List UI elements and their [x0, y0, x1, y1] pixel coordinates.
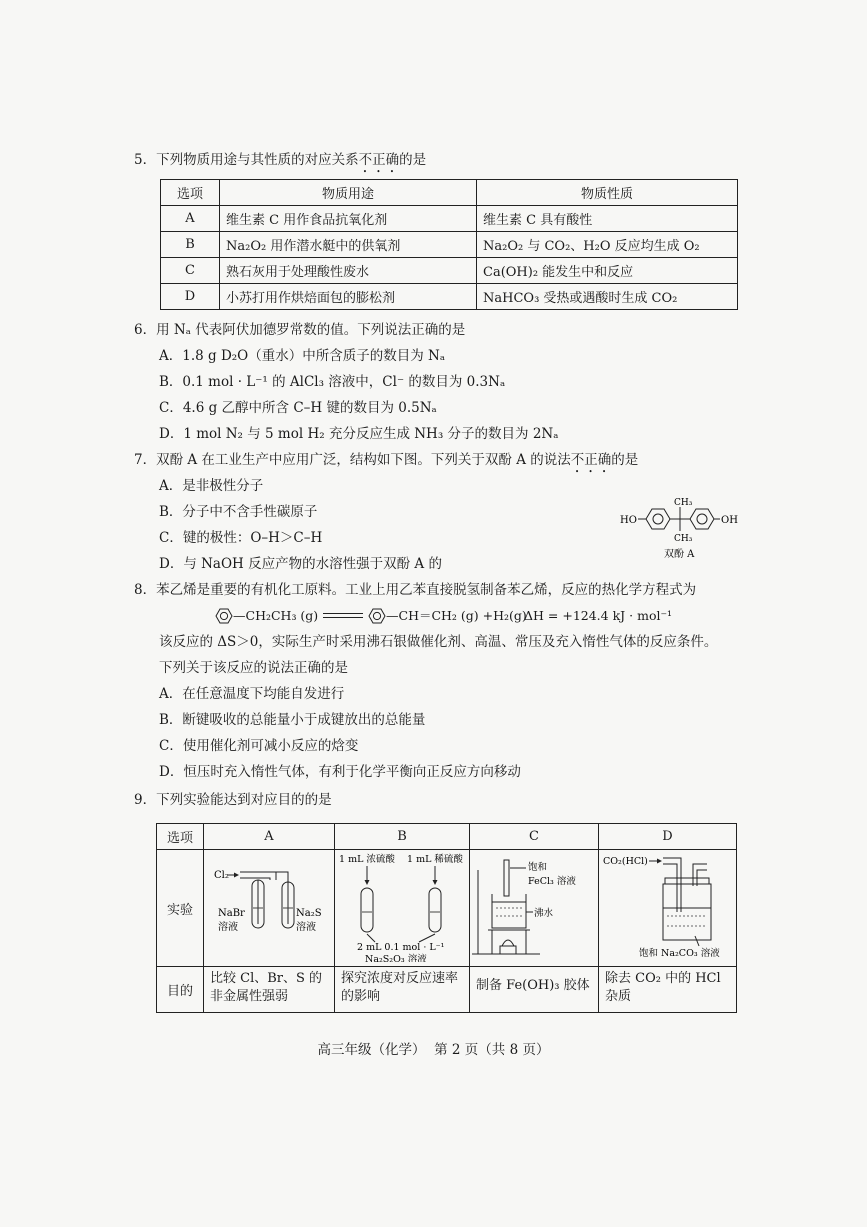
- fecl3-label: FeCl₃ 溶液: [528, 876, 576, 887]
- q5-stem: [134, 150, 426, 176]
- q8-stem: 8．苯乙烯是重要的有机化工原料。工业上用乙苯直接脱氢制备苯乙烯，反应的热化学方程式为: [134, 582, 697, 598]
- q8-option-d: D．恒压时充入惰性气体，有利于化学平衡向正反应方向移动: [159, 764, 521, 780]
- table-cell: 探究浓度对反应速率的影响: [335, 967, 470, 1013]
- nabr-solution-label: 溶液: [218, 922, 238, 933]
- cl2-label: Cl₂: [214, 870, 229, 881]
- table-header: A: [204, 824, 335, 850]
- q7-stem: [134, 450, 638, 476]
- figure-caption: 双酚 A: [664, 549, 695, 560]
- q8-enthalpy: ΔH = +124.4 kJ · mol⁻¹: [524, 608, 673, 623]
- q5-table: [160, 179, 738, 310]
- q7-option-d: D．与 NaOH 反应产物的水溶性强于双酚 A 的: [159, 556, 442, 572]
- q6-option-a: A．1.8 g D₂O（重水）中所含质子的数目为 Nₐ: [159, 348, 446, 364]
- table-cell: D: [161, 284, 220, 310]
- nabr-label: NaBr: [218, 908, 245, 919]
- table-cell: 目的: [157, 967, 204, 1013]
- table-header: B: [335, 824, 470, 850]
- q7-option-c: C．键的极性：O–H＞C–H: [159, 530, 323, 546]
- table-cell: 熟石灰用于处理酸性废水: [220, 258, 477, 284]
- q8-question-text: 下列关于该反应的说法正确的是: [159, 660, 348, 676]
- table-cell: 维生素 C 用作食品抗氧化剂: [220, 206, 477, 232]
- na2s-solution-label: 溶液: [296, 922, 316, 933]
- ch3-bottom-label: CH₃: [674, 534, 693, 544]
- table-header-row: [161, 180, 738, 206]
- table-cell: Na₂O₂ 与 CO₂、H₂O 反应均生成 O₂: [477, 232, 738, 258]
- ch3-top-label: CH₃: [674, 498, 693, 508]
- co2-hcl-label: CO₂(HCl): [603, 856, 648, 867]
- bisphenol-a-structure: [618, 493, 743, 565]
- table-row: [161, 206, 738, 232]
- table-cell: 除去 CO₂ 中的 HCl 杂质: [599, 967, 737, 1013]
- q5-stem-text: 5．下列物质用途与其性质的对应关系: [134, 152, 359, 168]
- q8-option-b: B．断键吸收的总能量小于成键放出的总能量: [159, 712, 426, 728]
- q9-table: [156, 823, 737, 1013]
- dilute-sulfuric-label: 1 mL 稀硫酸: [407, 854, 463, 865]
- table-cell: 小苏打用作烘焙面包的膨松剂: [220, 284, 477, 310]
- table-header: 选项: [157, 824, 204, 850]
- table-header: 物质性质: [477, 180, 738, 206]
- q9-stem: 9．下列实验能达到对应目的的是: [134, 792, 332, 808]
- table-header: D: [599, 824, 737, 850]
- thiosulfate-label: Na₂S₂O₃ 溶液: [365, 954, 427, 962]
- table-cell: 维生素 C 具有酸性: [477, 206, 738, 232]
- q6-stem: 6．用 Nₐ 代表阿伏加德罗常数的值。下列说法正确的是: [134, 322, 466, 338]
- boiling-water-label: 沸水: [534, 908, 554, 919]
- concentration-label: 2 mL 0.1 mol · L⁻¹: [357, 942, 445, 953]
- apparatus-b-diagram: [335, 850, 469, 962]
- table-header: C: [470, 824, 599, 850]
- apparatus-c-diagram: [470, 850, 598, 962]
- table-cell: 比较 Cl、Br、S 的非金属性强弱: [204, 967, 335, 1013]
- table-cell: 实验: [157, 850, 204, 967]
- saturated-label: 饱和: [528, 862, 548, 873]
- table-cell: 制备 Fe(OH)₃ 胶体: [470, 967, 599, 1013]
- table-cell: A: [161, 206, 220, 232]
- q8-equation-right: —CH＝CH₂ (g) +H₂(g): [386, 608, 527, 623]
- q8-equation-left: —CH₂CH₃ (g): [233, 608, 319, 623]
- apparatus-a-diagram: [204, 850, 334, 962]
- q6-option-b: B．0.1 mol · L⁻¹ 的 AlCl₃ 溶液中，Cl⁻ 的数目为 0.3Nₐ: [159, 374, 506, 390]
- table-cell: [470, 850, 599, 967]
- table-row: [157, 850, 737, 967]
- ho-label: HO: [620, 515, 637, 526]
- table-row: [157, 967, 737, 1013]
- q7-option-b: B．分子中不含手性碳原子: [159, 504, 318, 520]
- table-cell: Ca(OH)₂ 能发生中和反应: [477, 258, 738, 284]
- q7-stem-text: 7．双酚 A 在工业生产中应用广泛，结构如下图。下列关于双酚 A 的说法: [134, 452, 571, 468]
- q7-stem-emphasis: 不正确: [570, 452, 612, 468]
- table-header: 选项: [161, 180, 220, 206]
- table-cell: B: [161, 232, 220, 258]
- q6-option-c: C．4.6 g 乙醇中所含 C–H 键的数目为 0.5Nₐ: [159, 400, 437, 416]
- page-footer: 高三年级（化学） 第 2 页（共 8 页）: [317, 1042, 550, 1058]
- table-cell: NaHCO₃ 受热或遇酸时生成 CO₂: [477, 284, 738, 310]
- q7-stem-tail: 的是: [611, 452, 639, 468]
- table-cell: [599, 850, 737, 967]
- table-cell: [204, 850, 335, 967]
- q7-option-a: A．是非极性分子: [159, 478, 264, 494]
- na2co3-label: 饱和 Na₂CO₃ 溶液: [639, 948, 720, 959]
- benzene-ring-icon: [368, 608, 386, 624]
- apparatus-d-diagram: [599, 850, 731, 962]
- equilibrium-arrow-icon: [323, 613, 363, 618]
- table-row: [161, 284, 738, 310]
- q8-option-c: C．使用催化剂可减小反应的焓变: [159, 738, 359, 754]
- table-header-row: [157, 824, 737, 850]
- q5-stem-emphasis: 不正确: [358, 152, 400, 168]
- na2s-label: Na₂S: [296, 908, 322, 919]
- table-cell: Na₂O₂ 用作潜水艇中的供氧剂: [220, 232, 477, 258]
- q8-condition-text: 该反应的 ΔS＞0，实际生产时采用沸石银做催化剂、高温、常压及充入惰性气体的反应条件。: [159, 634, 718, 650]
- oh-label: OH: [721, 515, 738, 526]
- table-row: [161, 258, 738, 284]
- q5-stem-tail: 的是: [399, 152, 427, 168]
- table-cell: C: [161, 258, 220, 284]
- q8-option-a: A．在任意温度下均能自发进行: [159, 686, 345, 702]
- conc-sulfuric-label: 1 mL 浓硫酸: [339, 854, 395, 865]
- benzene-ring-icon: [215, 608, 233, 624]
- table-header: 物质用途: [220, 180, 477, 206]
- table-cell: [335, 850, 470, 967]
- table-row: [161, 232, 738, 258]
- q6-option-d: D．1 mol N₂ 与 5 mol H₂ 充分反应生成 NH₃ 分子的数目为 2Nₐ: [159, 426, 559, 442]
